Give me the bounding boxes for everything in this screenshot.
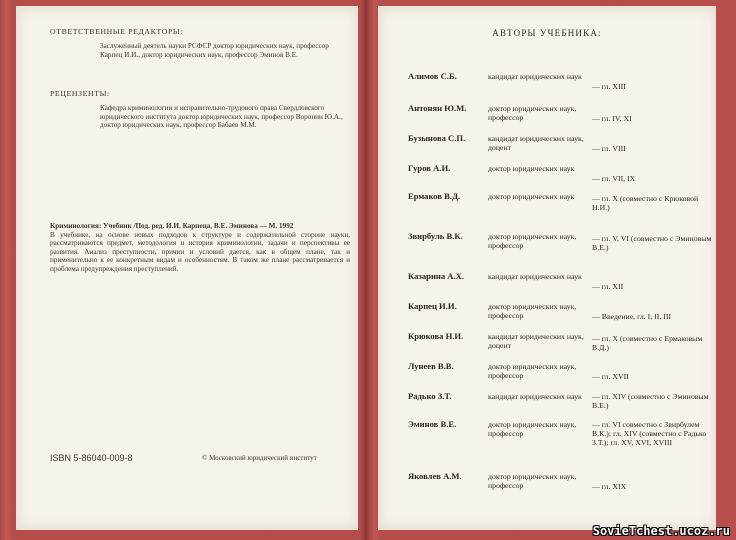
biblio-annotation: В учебнике, на основе новых подходов к структуре и содержательной стороне науки, рассматриваются предмет, методология и история криминологии, задачи и перспективы ее развития. Анализ преступности, причин и условий дается, как в общем плане, так и применительно к ее конкретным видам и особенностям. В таком же плане рассматривается и проблема предупреждения преступлений. <box>50 230 350 273</box>
editors-heading: ОТВЕТСТВЕННЫЕ РЕДАКТОРЫ: <box>50 27 184 36</box>
author-chapters: — гл. XVII <box>592 372 629 381</box>
author-degree: доктор юридических наук <box>488 192 575 201</box>
author-degree: кандидат юридических наук <box>488 272 582 281</box>
author-chapters: — гл. VIII <box>592 144 626 153</box>
author-chapters: — гл. XII <box>592 282 624 291</box>
author-degree: доктор юридических наук, профессор <box>488 104 577 123</box>
author-name: Яковлев А.М. <box>408 471 462 481</box>
author-chapters: — гл. X (совместно с Крюковой Н.И.) <box>592 194 699 213</box>
author-chapters: — гл. IV, XI <box>592 114 632 123</box>
author-chapters: — гл. XIV (совместно с Эминовым В.Е.) <box>592 392 709 411</box>
biblio-title: Криминология: Учебник /Под. ред. И.И. Карпеца, В.Е. Эминова — М. 1992 <box>50 222 294 230</box>
author-name: Бузынова С.П. <box>408 133 466 143</box>
author-degree: доктор юридических наук <box>488 164 575 173</box>
author-degree: кандидат юридических наук, доцент <box>488 332 584 351</box>
author-chapters: — гл. VII, IX <box>592 174 636 183</box>
author-chapters: — гл. V, VI (совместно с Эминовым В.Е.) <box>592 234 712 253</box>
author-name: Антонян Ю.М. <box>408 103 467 113</box>
author-degree: кандидат юридических наук <box>488 72 582 81</box>
author-degree: доктор юридических наук, профессор <box>488 302 577 321</box>
author-chapters: — гл. XIX <box>592 482 627 491</box>
copyright: © Московский юридический институт <box>202 454 317 462</box>
author-name: Ермаков В.Д. <box>408 191 461 201</box>
reviewers-text: Кафедра криминологии и исправительно-трудового права Свердловского юридического института доктор юридических наук, профессор Воронин Ю.А., доктор юридических наук, профессор Бабаев М.М. <box>100 104 343 130</box>
authors-title: АВТОРЫ УЧЕБНИКА: <box>492 28 602 38</box>
author-chapters: — гл. XIII <box>592 82 626 91</box>
right-page <box>378 6 716 530</box>
author-degree: доктор юридических наук, профессор <box>488 472 577 491</box>
left-page <box>16 6 358 530</box>
author-chapters: — гл. VI совместно с Звирбулем В.К.); гл. XIV (совместно с Радько З.Т.); гл. XV, XVI, XVIII <box>592 420 707 448</box>
author-name: Гуров А.И. <box>408 163 451 173</box>
author-name: Казарина А.Х. <box>408 271 465 281</box>
isbn: ISBN 5-86040-009-8 <box>50 453 133 463</box>
author-degree: кандидат юридических наук <box>488 392 582 401</box>
author-degree: кандидат юридических наук, доцент <box>488 134 584 153</box>
author-name: Карпец И.И. <box>408 301 457 311</box>
author-name: Лунеев В.В. <box>408 361 454 371</box>
author-degree: доктор юридических наук, профессор <box>488 362 577 381</box>
author-name: Звирбуль В.К. <box>408 231 463 241</box>
author-name: Радько З.Т. <box>408 391 452 401</box>
author-degree: доктор юридических наук, профессор <box>488 420 577 439</box>
author-chapters: — Введение, гл. I, II, III <box>592 312 672 321</box>
site-watermark: SovieTchest.ucoz.ru <box>592 524 730 538</box>
author-name: Эминов В.Е. <box>408 419 457 429</box>
bibliographic-description <box>50 222 350 274</box>
author-chapters: — гл. X (совместно с Ермаковым В.Д.) <box>592 334 703 353</box>
author-name: Алимов С.Б. <box>408 71 457 81</box>
reviewers-heading: РЕЦЕНЗЕНТЫ: <box>50 89 110 98</box>
editors-text: Заслуженный деятель науки РСФСР доктор юридических наук, профессор Карпец И.И., доктор юридических наук, профессор Эминов В.Е. <box>100 42 329 59</box>
author-name: Крюкова Н.И. <box>408 331 464 341</box>
author-degree: доктор юридических наук, профессор <box>488 232 577 251</box>
